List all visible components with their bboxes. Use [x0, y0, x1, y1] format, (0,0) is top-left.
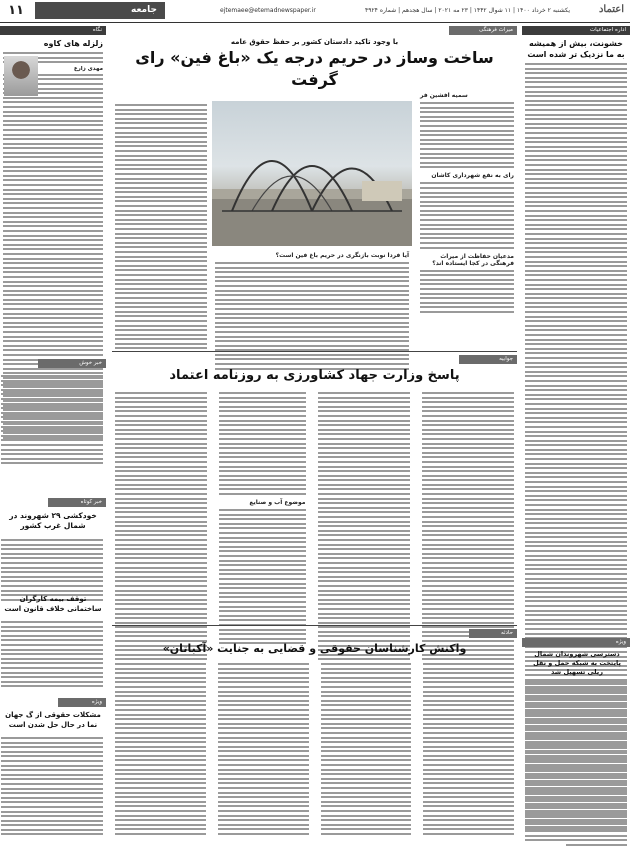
greenhouse-frame-photo	[212, 101, 412, 246]
author-photo	[4, 56, 38, 96]
left-headline-4: توقف بیمه کارگران ساختمانی خلاف قانون است	[4, 595, 102, 613]
subheading-3: مدعیان حفاظت از میراث فرهنگی در کجا ایستاده اند؟	[432, 252, 514, 267]
bottom-col-1	[423, 663, 514, 838]
subheading-2: آیا فردا نوبت بازنگری در حریم باغ فین است؟	[275, 252, 409, 259]
bottom-col-3	[218, 663, 309, 838]
left-column-tag: نگاه	[0, 26, 106, 35]
author-name: مهدی زارع	[73, 65, 103, 72]
main-story-col-1	[417, 88, 517, 316]
section-email[interactable]: ejtemaee@etemadnewspaper.ir	[220, 7, 316, 14]
bottom-col-4	[115, 663, 206, 838]
center-tag-top: میراث فرهنگی	[449, 26, 517, 35]
right-column-headline-2: دسترسی شهروندان شمال پایتخت به شبکه حمل و نقل ریلی تسهیل شد	[533, 650, 621, 676]
story-photo	[212, 101, 412, 246]
center-tag-bottom: حادثه	[469, 629, 517, 638]
left-body-2	[1, 375, 103, 467]
bottom-story	[112, 622, 517, 841]
newspaper-logo: اعتماد	[598, 4, 624, 15]
left-body-5	[1, 737, 103, 838]
left-body-4	[1, 621, 103, 690]
left-column-tag-4: ویژه	[58, 698, 106, 707]
left-column-tag-2: خبر خوش	[38, 359, 106, 368]
right-column-tag-2: ویژه	[522, 638, 630, 647]
center-tag-mid: جوابیه	[459, 355, 517, 364]
main-headline: ساخت وساز در حریم درجه یک «باغ فین» رای گرفت	[135, 48, 494, 89]
right-column-headline: خشونت، بیش از همیشه به ما نزدیک تر شده است	[527, 39, 625, 59]
left-column-tag-3: خبر کوتاه	[48, 498, 106, 507]
left-headline-5: مشکلات حقوقی از گ جهان نما در حال حل شدن است	[5, 711, 101, 729]
bottom-story-columns	[112, 660, 517, 841]
left-headline-1: زلزله های کاوه	[43, 39, 103, 48]
mid-story	[112, 348, 517, 666]
page-number: ۱۱	[0, 0, 32, 22]
subheading-1: رای به نفع شهرداری کاشان	[431, 172, 514, 180]
center-area	[112, 26, 517, 820]
mid-subheading: موضوع آب و صنایع	[249, 499, 306, 507]
mid-headline: پاسخ وزارت جهاد کشاورزی به روزنامه اعتماد	[169, 368, 460, 383]
left-column	[0, 26, 106, 820]
masthead-bar	[0, 0, 630, 23]
right-column-tag: اداره اجتماعیات	[522, 26, 630, 35]
right-column	[522, 26, 630, 820]
author: سمیه افشین فر	[420, 92, 468, 99]
right-column-body-2	[525, 681, 627, 833]
left-headline-3: خودکشی ۲۹ شهروند در شمال غرب کشور	[9, 511, 97, 530]
main-story-col-3	[112, 101, 210, 352]
bottom-col-2	[321, 663, 412, 838]
bottom-headline: واکنش کارشناسان حقوقی و قضایی به جنایت «آکباتان»	[162, 642, 467, 655]
section-label: جامعه	[35, 2, 165, 19]
kicker: با وجود تاکید دادستان کشور بر حفظ حقوق عامه	[230, 38, 399, 46]
issue-date: یکشنبه ۲ خرداد ۱۴۰۰ | ۱۱ شوال ۱۴۴۲ | ۲۳ مه ۲۰۲۱ | سال هجدهم | شماره ۴۹۲۴	[365, 7, 570, 14]
